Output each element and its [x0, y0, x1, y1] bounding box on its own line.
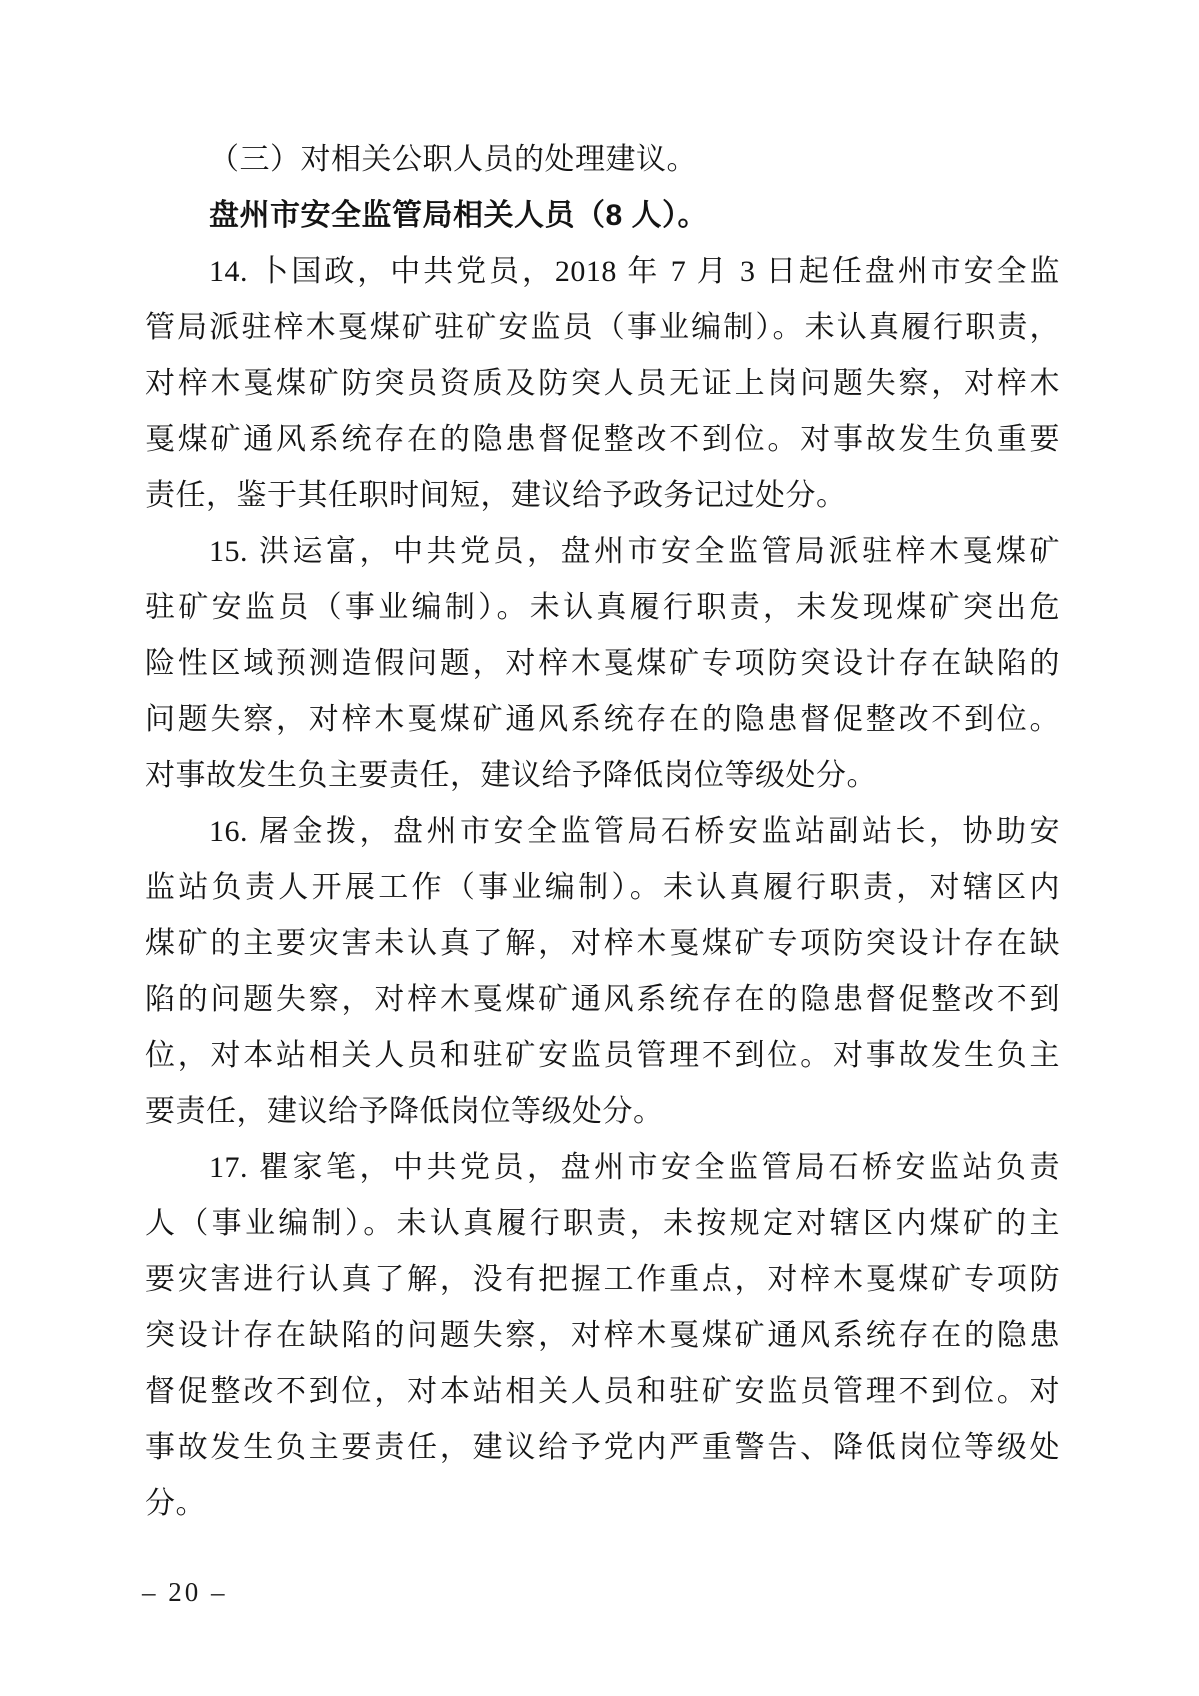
paragraph-line: 人（事业编制）。未认真履行职责，未按规定对辖区内煤矿的主: [145, 1207, 1060, 1240]
paragraph-line: 监站负责人开展工作（事业编制）。未认真履行职责，对辖区内: [145, 871, 1060, 904]
paragraph-line: 要灾害进行认真了解，没有把握工作重点，对梓木戛煤矿专项防: [145, 1263, 1060, 1296]
paragraph-line: 要责任，建议给予降低岗位等级处分。: [145, 1095, 664, 1128]
subsection-heading: 盘州市安全监管局相关人员（8 人）。: [209, 199, 709, 232]
paragraph-item-15: [145, 524, 1060, 804]
paragraph-line: 位，对本站相关人员和驻矿安监员管理不到位。对事故发生负主: [145, 1039, 1060, 1072]
paragraph-item-17: [145, 1140, 1060, 1532]
paragraph-line: 险性区域预测造假问题，对梓木戛煤矿专项防突设计存在缺陷的: [145, 647, 1060, 680]
section-heading: （三）对相关公职人员的处理建议。: [209, 143, 697, 176]
paragraph-item-16: [145, 804, 1060, 1140]
paragraph-line: 事故发生负主要责任，建议给予党内严重警告、降低岗位等级处: [145, 1431, 1060, 1464]
paragraph-line: 督促整改不到位，对本站相关人员和驻矿安监员管理不到位。对: [145, 1375, 1060, 1408]
paragraph-line: 问题失察，对梓木戛煤矿通风系统存在的隐患督促整改不到位。: [145, 703, 1060, 736]
paragraph-line: 戛煤矿通风系统存在的隐患督促整改不到位。对事故发生负重要: [145, 423, 1060, 456]
paragraph-line: 16. 屠金拨，盘州市安全监管局石桥安监站副站长，协助安: [209, 815, 1060, 848]
paragraph-line: 17. 瞿家笔，中共党员，盘州市安全监管局石桥安监站负责: [209, 1151, 1060, 1184]
paragraph-line: 对事故发生负主要责任，建议给予降低岗位等级处分。: [145, 759, 877, 792]
paragraph-line: 15. 洪运富，中共党员，盘州市安全监管局派驻梓木戛煤矿: [209, 535, 1060, 568]
document-body: [145, 132, 1060, 1532]
paragraph-line: 陷的问题失察，对梓木戛煤矿通风系统存在的隐患督促整改不到: [145, 983, 1060, 1016]
paragraph-line: 分。: [145, 1487, 206, 1520]
paragraph-line: 驻矿安监员（事业编制）。未认真履行职责，未发现煤矿突出危: [145, 591, 1060, 624]
paragraph-line: 突设计存在缺陷的问题失察，对梓木戛煤矿通风系统存在的隐患: [145, 1319, 1060, 1352]
paragraph-line: 责任，鉴于其任职时间短，建议给予政务记过处分。: [145, 479, 847, 512]
page-number: – 20 –: [142, 1577, 228, 1607]
paragraph-line: 对梓木戛煤矿防突员资质及防突人员无证上岗问题失察，对梓木: [145, 367, 1060, 400]
paragraph-line: 管局派驻梓木戛煤矿驻矿安监员（事业编制）。未认真履行职责，: [145, 311, 1060, 344]
paragraph-line: 煤矿的主要灾害未认真了解，对梓木戛煤矿专项防突设计存在缺: [145, 927, 1060, 960]
paragraph-item-14: [145, 244, 1060, 524]
paragraph-line: 14. 卜国政，中共党员，2018 年 7 月 3 日起任盘州市安全监: [209, 255, 1060, 288]
